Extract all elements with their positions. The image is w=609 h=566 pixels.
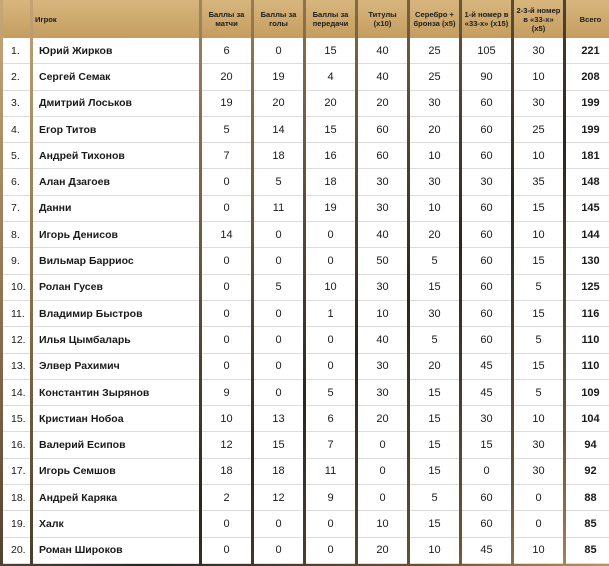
cell-player-name: Элвер Рахимич — [33, 354, 199, 380]
cell-silver-bronze: 5 — [410, 485, 459, 511]
cell-assist-points: 0 — [306, 327, 355, 353]
cell-titles: 10 — [358, 511, 407, 537]
cell-total: 199 — [566, 91, 609, 117]
cell-total: 94 — [566, 432, 609, 458]
cell-top1: 60 — [462, 275, 511, 301]
header-match-points: Баллы за матчи — [202, 0, 251, 38]
header-top1: 1-й номер в «33-х» (x15) — [462, 0, 511, 38]
cell-player-name: Халк — [33, 511, 199, 537]
header-rank — [3, 0, 30, 38]
table-header-row — [3, 0, 609, 38]
cell-rank: 3. — [3, 91, 30, 117]
cell-rank: 17. — [3, 459, 30, 485]
cell-total: 110 — [566, 354, 609, 380]
cell-player-name: Ролан Гусев — [33, 275, 199, 301]
cell-silver-bronze: 25 — [410, 64, 459, 90]
cell-match-points: 7 — [202, 143, 251, 169]
cell-total: 116 — [566, 301, 609, 327]
cell-top23: 10 — [514, 222, 563, 248]
cell-rank: 13. — [3, 354, 30, 380]
cell-player-name: Роман Широков — [33, 538, 199, 564]
cell-goal-points: 19 — [254, 64, 303, 90]
cell-top1: 60 — [462, 511, 511, 537]
cell-titles: 50 — [358, 248, 407, 274]
cell-rank: 8. — [3, 222, 30, 248]
cell-assist-points: 16 — [306, 143, 355, 169]
cell-titles: 40 — [358, 327, 407, 353]
cell-goal-points: 20 — [254, 91, 303, 117]
cell-titles: 30 — [358, 380, 407, 406]
cell-silver-bronze: 25 — [410, 38, 459, 64]
cell-goal-points: 5 — [254, 275, 303, 301]
cell-rank: 5. — [3, 143, 30, 169]
cell-top1: 60 — [462, 91, 511, 117]
cell-titles: 20 — [358, 91, 407, 117]
cell-match-points: 2 — [202, 485, 251, 511]
cell-total: 181 — [566, 143, 609, 169]
cell-player-name: Алан Дзагоев — [33, 169, 199, 195]
cell-top1: 30 — [462, 169, 511, 195]
cell-match-points: 5 — [202, 117, 251, 143]
cell-top1: 60 — [462, 222, 511, 248]
cell-silver-bronze: 15 — [410, 275, 459, 301]
cell-top23: 5 — [514, 327, 563, 353]
cell-total: 144 — [566, 222, 609, 248]
cell-rank: 16. — [3, 432, 30, 458]
cell-player-name: Кристиан Нобоа — [33, 406, 199, 432]
table-row — [3, 511, 609, 537]
cell-titles: 10 — [358, 301, 407, 327]
cell-match-points: 18 — [202, 459, 251, 485]
cell-total: 88 — [566, 485, 609, 511]
cell-rank: 4. — [3, 117, 30, 143]
table-row — [3, 432, 609, 458]
cell-assist-points: 7 — [306, 432, 355, 458]
table-row — [3, 64, 609, 90]
cell-player-name: Юрий Жирков — [33, 38, 199, 64]
cell-top23: 10 — [514, 64, 563, 90]
cell-match-points: 0 — [202, 275, 251, 301]
cell-rank: 9. — [3, 248, 30, 274]
cell-player-name: Сергей Семак — [33, 64, 199, 90]
header-assist-points: Баллы за передачи — [306, 0, 355, 38]
cell-rank: 12. — [3, 327, 30, 353]
cell-match-points: 0 — [202, 354, 251, 380]
table-row — [3, 275, 609, 301]
cell-match-points: 0 — [202, 169, 251, 195]
cell-top1: 45 — [462, 538, 511, 564]
header-total: Всего — [566, 0, 609, 38]
cell-player-name: Егор Титов — [33, 117, 199, 143]
cell-titles: 20 — [358, 406, 407, 432]
cell-rank: 20. — [3, 538, 30, 564]
cell-rank: 2. — [3, 64, 30, 90]
cell-titles: 30 — [358, 196, 407, 222]
cell-goal-points: 15 — [254, 432, 303, 458]
cell-silver-bronze: 15 — [410, 459, 459, 485]
cell-titles: 60 — [358, 117, 407, 143]
header-titles: Титулы (x10) — [358, 0, 407, 38]
cell-player-name: Валерий Есипов — [33, 432, 199, 458]
cell-match-points: 9 — [202, 380, 251, 406]
cell-rank: 15. — [3, 406, 30, 432]
cell-titles: 30 — [358, 275, 407, 301]
cell-top1: 105 — [462, 38, 511, 64]
cell-rank: 6. — [3, 169, 30, 195]
cell-goal-points: 0 — [254, 354, 303, 380]
cell-top23: 15 — [514, 301, 563, 327]
cell-match-points: 10 — [202, 406, 251, 432]
table-row — [3, 222, 609, 248]
cell-player-name: Дмитрий Лоськов — [33, 91, 199, 117]
cell-player-name: Данни — [33, 196, 199, 222]
table-row — [3, 143, 609, 169]
cell-total: 130 — [566, 248, 609, 274]
cell-player-name: Андрей Каряка — [33, 485, 199, 511]
cell-goal-points: 0 — [254, 222, 303, 248]
cell-total: 221 — [566, 38, 609, 64]
cell-top23: 25 — [514, 117, 563, 143]
cell-assist-points: 0 — [306, 511, 355, 537]
cell-assist-points: 19 — [306, 196, 355, 222]
table-row — [3, 354, 609, 380]
cell-goal-points: 0 — [254, 538, 303, 564]
cell-top23: 5 — [514, 275, 563, 301]
cell-goal-points: 14 — [254, 117, 303, 143]
header-silver-bronze: Серебро + бронза (x5) — [410, 0, 459, 38]
cell-silver-bronze: 5 — [410, 327, 459, 353]
cell-top23: 30 — [514, 38, 563, 64]
cell-assist-points: 0 — [306, 354, 355, 380]
table-row — [3, 459, 609, 485]
cell-total: 208 — [566, 64, 609, 90]
cell-player-name: Вильмар Барриос — [33, 248, 199, 274]
cell-match-points: 20 — [202, 64, 251, 90]
cell-titles: 40 — [358, 222, 407, 248]
cell-assist-points: 0 — [306, 222, 355, 248]
cell-top1: 60 — [462, 143, 511, 169]
cell-match-points: 12 — [202, 432, 251, 458]
cell-total: 199 — [566, 117, 609, 143]
cell-silver-bronze: 15 — [410, 380, 459, 406]
cell-top23: 10 — [514, 538, 563, 564]
table-row — [3, 485, 609, 511]
cell-silver-bronze: 15 — [410, 511, 459, 537]
table-row — [3, 248, 609, 274]
cell-goal-points: 13 — [254, 406, 303, 432]
cell-top1: 60 — [462, 248, 511, 274]
cell-player-name: Илья Цымбаларь — [33, 327, 199, 353]
cell-rank: 1. — [3, 38, 30, 64]
cell-assist-points: 0 — [306, 248, 355, 274]
cell-titles: 40 — [358, 64, 407, 90]
cell-top23: 0 — [514, 511, 563, 537]
cell-top23: 30 — [514, 432, 563, 458]
cell-match-points: 0 — [202, 301, 251, 327]
cell-match-points: 19 — [202, 91, 251, 117]
cell-top1: 60 — [462, 485, 511, 511]
cell-total: 92 — [566, 459, 609, 485]
cell-top23: 30 — [514, 459, 563, 485]
table-row — [3, 406, 609, 432]
cell-silver-bronze: 20 — [410, 222, 459, 248]
cell-titles: 0 — [358, 485, 407, 511]
cell-assist-points: 1 — [306, 301, 355, 327]
cell-goal-points: 18 — [254, 459, 303, 485]
cell-rank: 7. — [3, 196, 30, 222]
cell-assist-points: 11 — [306, 459, 355, 485]
cell-top23: 10 — [514, 406, 563, 432]
cell-silver-bronze: 20 — [410, 117, 459, 143]
cell-top1: 45 — [462, 354, 511, 380]
cell-titles: 60 — [358, 143, 407, 169]
cell-match-points: 0 — [202, 538, 251, 564]
cell-top23: 15 — [514, 354, 563, 380]
cell-titles: 30 — [358, 354, 407, 380]
cell-total: 85 — [566, 538, 609, 564]
cell-silver-bronze: 10 — [410, 196, 459, 222]
table-row — [3, 380, 609, 406]
header-goal-points: Баллы за голы — [254, 0, 303, 38]
cell-goal-points: 0 — [254, 301, 303, 327]
cell-total: 145 — [566, 196, 609, 222]
cell-total: 109 — [566, 380, 609, 406]
cell-top1: 60 — [462, 301, 511, 327]
cell-goal-points: 0 — [254, 380, 303, 406]
cell-player-name: Владимир Быстров — [33, 301, 199, 327]
cell-top23: 30 — [514, 91, 563, 117]
table-row — [3, 196, 609, 222]
cell-silver-bronze: 30 — [410, 169, 459, 195]
cell-goal-points: 0 — [254, 248, 303, 274]
cell-goal-points: 18 — [254, 143, 303, 169]
cell-top1: 60 — [462, 327, 511, 353]
cell-total: 125 — [566, 275, 609, 301]
table-row — [3, 301, 609, 327]
cell-silver-bronze: 5 — [410, 248, 459, 274]
cell-goal-points: 0 — [254, 327, 303, 353]
cell-assist-points: 18 — [306, 169, 355, 195]
cell-top23: 10 — [514, 143, 563, 169]
cell-assist-points: 15 — [306, 38, 355, 64]
cell-goal-points: 5 — [254, 169, 303, 195]
cell-assist-points: 4 — [306, 64, 355, 90]
cell-top23: 0 — [514, 485, 563, 511]
cell-assist-points: 9 — [306, 485, 355, 511]
cell-top1: 60 — [462, 117, 511, 143]
cell-player-name: Игорь Денисов — [33, 222, 199, 248]
cell-total: 104 — [566, 406, 609, 432]
cell-silver-bronze: 15 — [410, 432, 459, 458]
cell-top1: 45 — [462, 380, 511, 406]
cell-assist-points: 15 — [306, 117, 355, 143]
cell-assist-points: 10 — [306, 275, 355, 301]
cell-rank: 11. — [3, 301, 30, 327]
cell-total: 110 — [566, 327, 609, 353]
cell-assist-points: 5 — [306, 380, 355, 406]
cell-assist-points: 6 — [306, 406, 355, 432]
cell-goal-points: 12 — [254, 485, 303, 511]
cell-top23: 15 — [514, 196, 563, 222]
table-row — [3, 117, 609, 143]
cell-rank: 18. — [3, 485, 30, 511]
header-top23: 2-3-й номер в «33-х» (x5) — [514, 0, 563, 38]
cell-match-points: 0 — [202, 196, 251, 222]
cell-silver-bronze: 30 — [410, 301, 459, 327]
cell-silver-bronze: 10 — [410, 143, 459, 169]
cell-total: 85 — [566, 511, 609, 537]
cell-silver-bronze: 20 — [410, 354, 459, 380]
cell-top1: 90 — [462, 64, 511, 90]
cell-rank: 19. — [3, 511, 30, 537]
cell-titles: 20 — [358, 538, 407, 564]
table-row — [3, 538, 609, 564]
table-row — [3, 327, 609, 353]
cell-total: 148 — [566, 169, 609, 195]
cell-top1: 60 — [462, 196, 511, 222]
cell-top1: 0 — [462, 459, 511, 485]
table-row — [3, 91, 609, 117]
cell-top23: 35 — [514, 169, 563, 195]
cell-player-name: Константин Зырянов — [33, 380, 199, 406]
cell-silver-bronze: 10 — [410, 538, 459, 564]
cell-player-name: Андрей Тихонов — [33, 143, 199, 169]
table-row — [3, 38, 609, 64]
cell-goal-points: 0 — [254, 38, 303, 64]
cell-match-points: 0 — [202, 511, 251, 537]
cell-top23: 15 — [514, 248, 563, 274]
cell-titles: 0 — [358, 432, 407, 458]
cell-match-points: 14 — [202, 222, 251, 248]
cell-titles: 30 — [358, 169, 407, 195]
cell-top23: 5 — [514, 380, 563, 406]
cell-goal-points: 0 — [254, 511, 303, 537]
cell-assist-points: 0 — [306, 538, 355, 564]
cell-player-name: Игорь Семшов — [33, 459, 199, 485]
cell-silver-bronze: 15 — [410, 406, 459, 432]
cell-rank: 10. — [3, 275, 30, 301]
cell-match-points: 0 — [202, 248, 251, 274]
cell-rank: 14. — [3, 380, 30, 406]
table-row — [3, 169, 609, 195]
cell-goal-points: 11 — [254, 196, 303, 222]
cell-match-points: 0 — [202, 327, 251, 353]
cell-titles: 40 — [358, 38, 407, 64]
cell-titles: 0 — [358, 459, 407, 485]
cell-top1: 15 — [462, 432, 511, 458]
header-player: Игрок — [33, 0, 199, 38]
cell-silver-bronze: 30 — [410, 91, 459, 117]
cell-assist-points: 20 — [306, 91, 355, 117]
cell-match-points: 6 — [202, 38, 251, 64]
cell-top1: 30 — [462, 406, 511, 432]
